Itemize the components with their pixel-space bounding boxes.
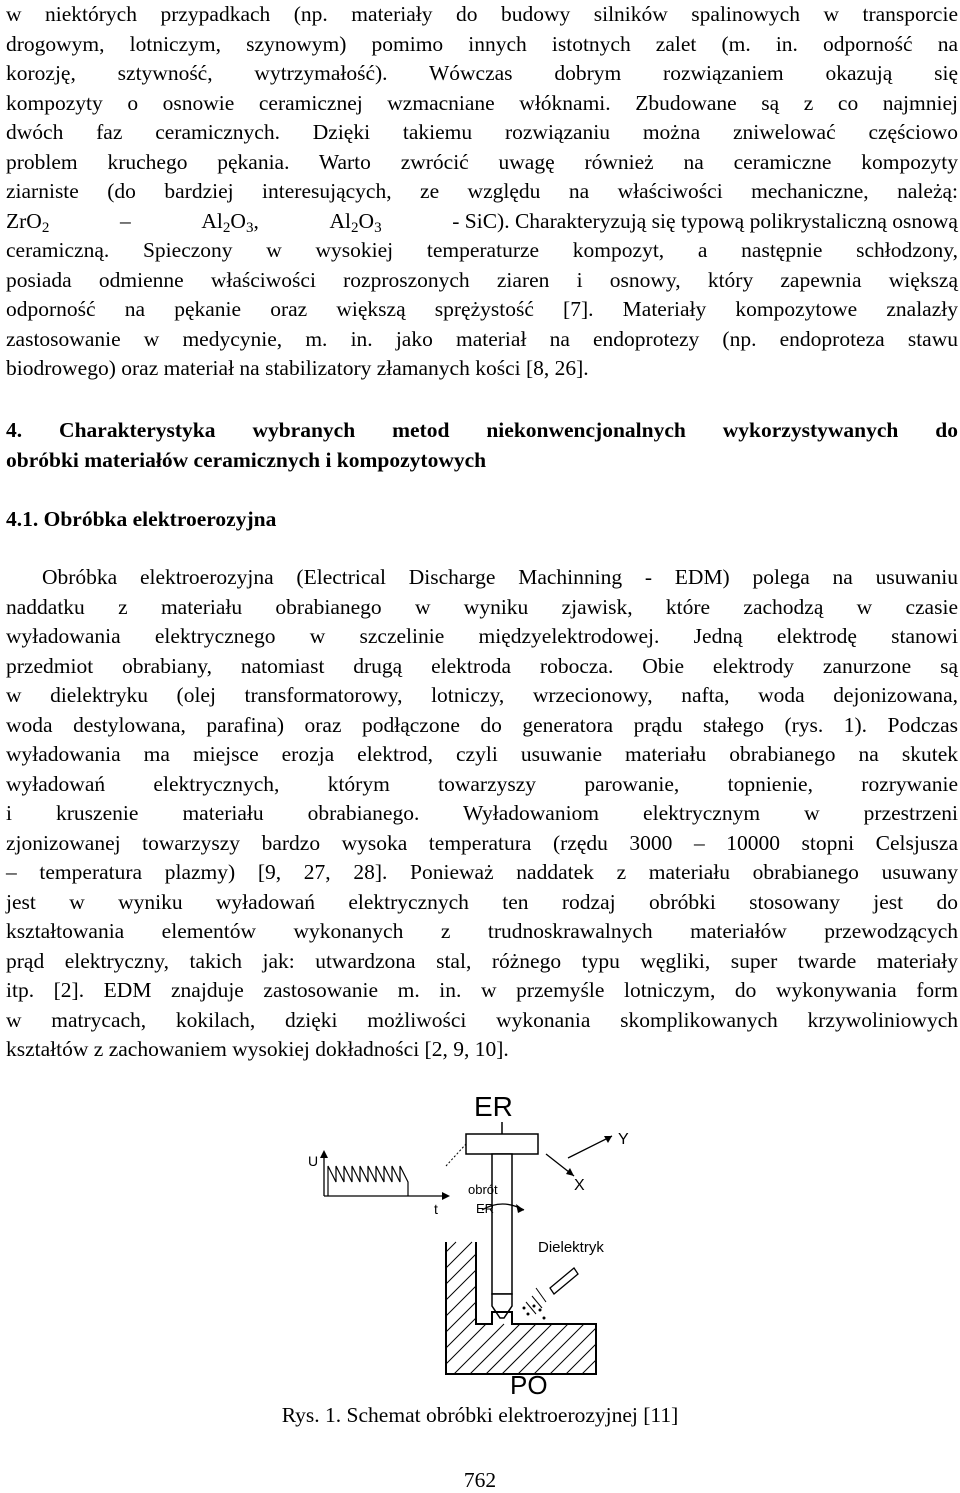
- text-line: odporność na pękanie oraz większą sprężystość [7]. Materiały kompozytowe znalazły: [6, 297, 958, 321]
- subsection-heading: 4.1. Obróbka elektroerozyjna: [6, 507, 277, 531]
- text-line: woda destylowana, parafina) oraz podłączone do generatora prądu stałego (rys. 1). Podczas: [6, 713, 958, 737]
- text-line: ceramiczną. Spieczony w wysokiej temperaturze kompozyt, a następnie schłodzony,: [6, 238, 958, 262]
- graph-t-arrowhead: [442, 1192, 450, 1200]
- label-er: ER: [474, 1092, 513, 1122]
- axis-x-arrowhead: [566, 1168, 574, 1176]
- text-line: posiada odmienne właściwości rozproszonych ziaren i osnowy, który zapewnia większą: [6, 268, 958, 292]
- label-rotation: obrót: [468, 1182, 498, 1197]
- text-line: kształtowania elementów wykonanych z trudnoskrawalnych materiałów przewodzących: [6, 919, 958, 943]
- text-line: kształtów z zachowaniem wysokiej dokładności [2, 9, 10].: [6, 1037, 509, 1061]
- text-line: jest w wyniku wyładowań elektrycznych ten rodzaj obróbki stosowany jest do: [6, 890, 958, 914]
- text-line: kompozyty o osnowie ceramicznej wzmacniane włóknami. Zbudowane są z co najmniej: [6, 91, 958, 115]
- formula-line: [6, 209, 958, 237]
- text-line: zastosowanie w medycynie, m. in. jako materiał na endoprotezy (np. endoproteza stawu: [6, 327, 958, 351]
- formula-zro2: ZrO$_2$: [6, 209, 50, 236]
- text-line: w dielektryku (olej transformatorowy, lotniczy, wrzecionowy, nafta, woda dejonizowana,: [6, 683, 958, 707]
- label-po: PO: [510, 1370, 548, 1398]
- dielectric-nozzle: [550, 1268, 578, 1294]
- text-line: wyładowania ma miejsce erozja elektrod, czyli usuwanie materiału obrabianego na skutek: [6, 742, 958, 766]
- text-line: przedmiot obrabiany, natomiast drugą elektroda robocza. Obie elektrody zanurzone są: [6, 654, 958, 678]
- electrode-tip: [492, 1294, 512, 1318]
- electrode-holder-top: [466, 1134, 538, 1154]
- label-x: X: [574, 1177, 585, 1194]
- label-dielectric: Dielektryk: [538, 1239, 604, 1256]
- text-line: dwóch faz ceramicznych. Dzięki takiemu rozwiązaniu można zniwelować częściowo: [6, 120, 958, 144]
- electrode-body: [492, 1154, 512, 1294]
- connector-line: [446, 1144, 466, 1166]
- edm-schematic-figure: [296, 1092, 668, 1398]
- text-line: zjonizowanej towarzyszy bardzo wysoka temperatura (rzędu 3000 – 10000 stopni Celsjusza: [6, 831, 958, 855]
- text-line: drogowym, lotniczym, szynowym) pomimo innych istotnych zalet (m. in. odporność na: [6, 32, 958, 56]
- workpiece-hatching: [446, 1242, 596, 1374]
- section-heading-line: obróbki materiałów ceramicznych i kompozytowych: [6, 448, 487, 472]
- axis-y-line: [568, 1136, 612, 1158]
- edm-schematic-svg: [296, 1092, 668, 1398]
- figure-caption: Rys. 1. Schemat obróbki elektroerozyjnej [11]: [281, 1403, 679, 1427]
- label-rotation-er: ER: [476, 1201, 495, 1216]
- text-line: wyładowań elektrycznych, którym towarzyszy parowanie, topnienie, rozrywanie: [6, 772, 958, 796]
- text-line: ziarniste (do bardziej interesujących, ze względu na właściwości mechaniczne, należą:: [6, 179, 958, 203]
- text-line: problem kruchego pękania. Warto zwrócić uwagę również na ceramiczne kompozyty: [6, 150, 958, 174]
- formula-al2o3-second: Al2O3: [329, 209, 382, 236]
- text-line: korozję, sztywność, wytrzymałość). Wówczas dobrym rozwiązaniem okazują się: [6, 61, 958, 85]
- formula-dash: –: [120, 209, 131, 233]
- page-number: 762: [463, 1468, 497, 1492]
- text-line: – temperatura plazmy) [9, 27, 28]. Ponieważ naddatek z materiału obrabianego usuwany: [6, 860, 958, 884]
- text-line: biodrowego) oraz materiał na stabilizatory złamanych kości [8, 26].: [6, 356, 589, 380]
- text-line: itp. [2]. EDM znajduje zastosowanie m. in. w przemyśle lotniczym, do wykonywania form: [6, 978, 958, 1002]
- text-line: i kruszenie materiału obrabianego. Wyładowaniom elektrycznym w przestrzeni: [6, 801, 958, 825]
- text-line: naddatku z materiału obrabianego w wyniku zjawisk, które zachodzą w czasie: [6, 595, 958, 619]
- text-line: w matrycach, kokilach, dzięki możliwości wykonania skomplikowanych krzywoliniowych: [6, 1008, 958, 1032]
- dielectric-spray: [526, 1288, 546, 1314]
- label-t: t: [434, 1201, 438, 1217]
- text-line: Obróbka elektroerozyjna (Electrical Discharge Machinning - EDM) polega na usuwaniu: [42, 565, 958, 589]
- voltage-pulses: [328, 1166, 408, 1196]
- label-y: Y: [618, 1131, 629, 1148]
- text-line: wyładowania elektrycznego w szczelinie międzyelektrodowej. Jedną elektrodę stanowi: [6, 624, 958, 648]
- text-line: prąd elektryczny, takich jak: utwardzona stal, różnego typu węgliki, super twarde materiały: [6, 949, 958, 973]
- formula-al2o3: Al2O3,: [201, 209, 259, 236]
- text-line: w niektórych przypadkach (np. materiały do budowy silników spalinowych w transporcie: [6, 2, 958, 26]
- rotation-arrowhead: [516, 1204, 524, 1213]
- formula-rest: - SiC). Charakteryzują się typową polikrystaliczną osnową: [452, 209, 958, 233]
- graph-u-arrowhead: [320, 1150, 328, 1158]
- label-u: U: [308, 1153, 319, 1169]
- section-heading-line: 4. Charakterystyka wybranych metod niekonwencjonalnych wykorzystywanych do: [6, 418, 958, 442]
